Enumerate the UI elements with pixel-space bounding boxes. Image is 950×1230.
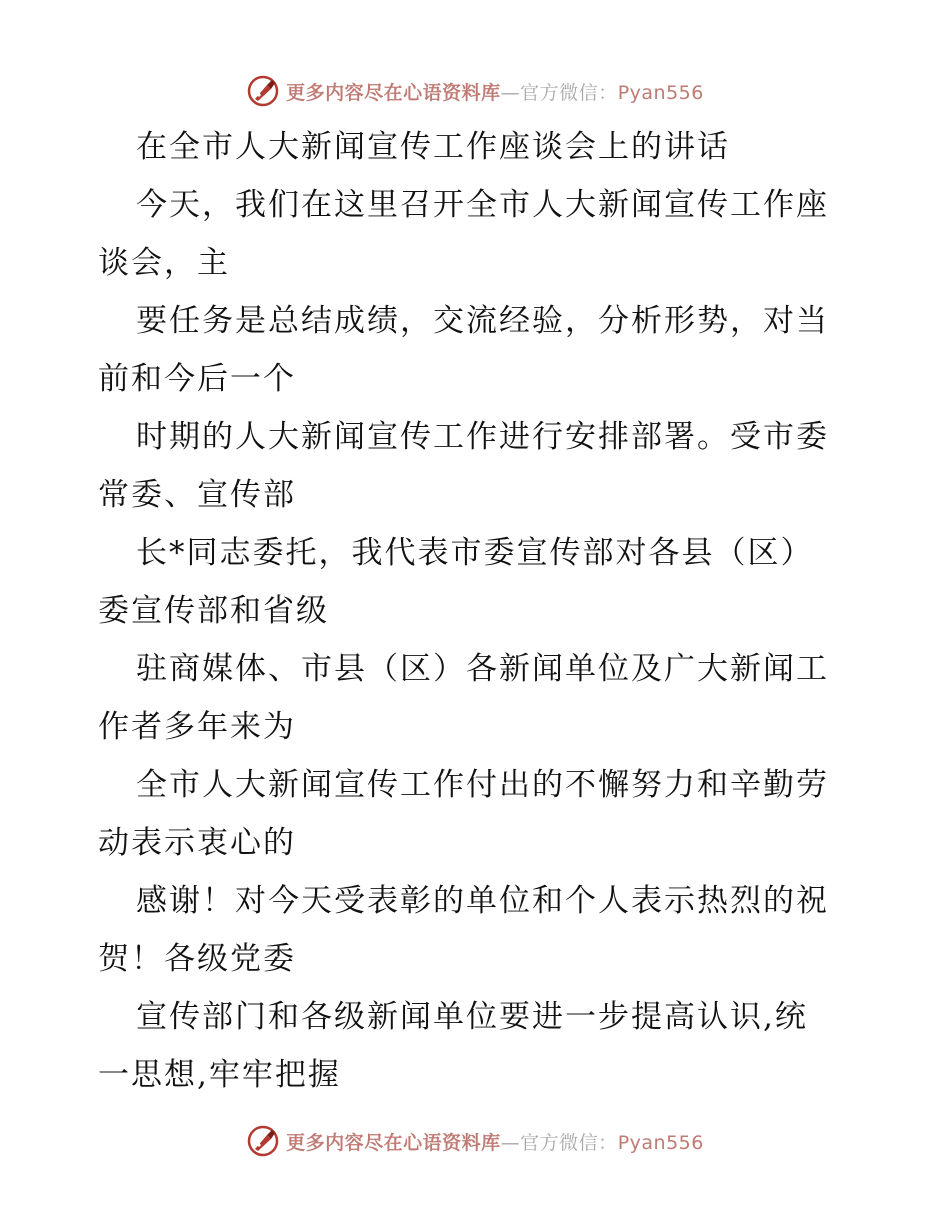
watermark-wechat-label: 官方微信： bbox=[520, 1131, 618, 1154]
paragraph-line: 动表示衷心的 bbox=[98, 825, 296, 861]
watermark-text bbox=[286, 78, 704, 105]
watermark-wechat-id: Pyan556 bbox=[617, 81, 704, 104]
paragraph-line: 谈会，主 bbox=[98, 245, 230, 281]
paragraph-line: 全市人大新闻宣传工作付出的不懈努力和辛勤劳 bbox=[136, 767, 829, 803]
paragraph-line: 委宣传部和省级 bbox=[98, 593, 329, 629]
paragraph-line: 常委、宣传部 bbox=[98, 477, 296, 513]
document-body bbox=[98, 118, 858, 1104]
paragraph-line: 长*同志委托，我代表市委宣传部对各县（区） bbox=[136, 535, 814, 571]
watermark-main-text: 更多内容尽在心语资料库 bbox=[286, 81, 501, 104]
paragraph-line: 前和今后一个 bbox=[98, 361, 296, 397]
watermark-separator: — bbox=[500, 1131, 521, 1154]
watermark-text bbox=[286, 1128, 704, 1155]
watermark-separator: — bbox=[500, 81, 521, 104]
paragraph-line: 感谢！对今天受表彰的单位和个人表示热烈的祝 bbox=[136, 883, 829, 919]
document-title: 在全市人大新闻宣传工作座谈会上的讲话 bbox=[136, 129, 730, 165]
paragraph-line: 要任务是总结成绩，交流经验，分析形势，对当 bbox=[136, 303, 829, 339]
header-watermark bbox=[0, 71, 950, 111]
watermark-main-text: 更多内容尽在心语资料库 bbox=[286, 1131, 501, 1154]
watermark-wechat-label: 官方微信： bbox=[520, 81, 618, 104]
pen-nib-logo-icon bbox=[246, 1124, 280, 1158]
pen-nib-logo-icon bbox=[246, 74, 280, 108]
paragraph-line: 一思想,牢牢把握 bbox=[98, 1057, 341, 1093]
paragraph-line: 时期的人大新闻宣传工作进行安排部署。受市委 bbox=[136, 419, 829, 455]
paragraph-line: 宣传部门和各级新闻单位要进一步提高认识,统 bbox=[136, 999, 808, 1035]
paragraph-line: 驻商媒体、市县（区）各新闻单位及广大新闻工 bbox=[136, 651, 829, 687]
footer-watermark bbox=[0, 1121, 950, 1161]
paragraph-line: 作者多年来为 bbox=[98, 709, 296, 745]
paragraph-line: 今天，我们在这里召开全市人大新闻宣传工作座 bbox=[136, 187, 829, 223]
paragraph-line: 贺！各级党委 bbox=[98, 941, 296, 977]
watermark-wechat-id: Pyan556 bbox=[617, 1131, 704, 1154]
